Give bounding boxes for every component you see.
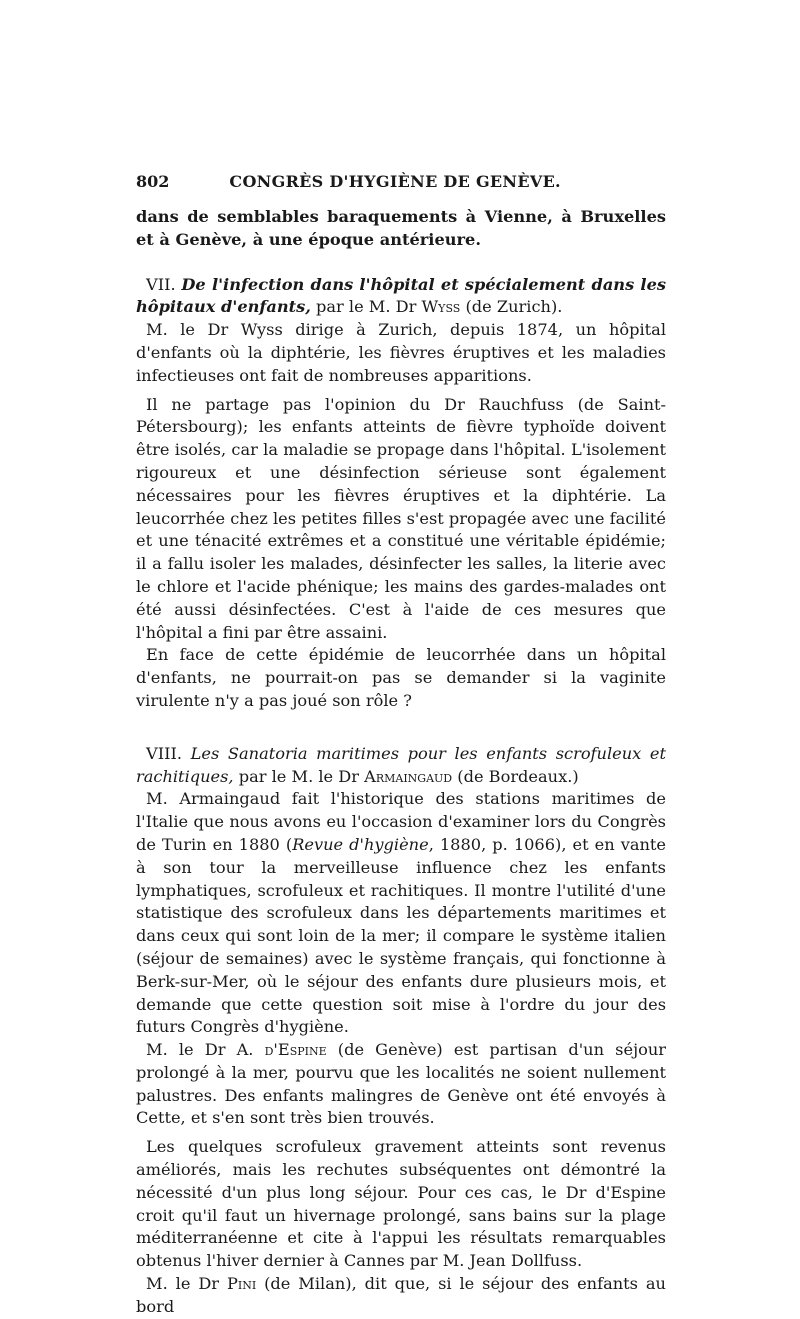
journal-title: Revue d'hygiène <box>292 834 429 854</box>
section-heading-vii <box>136 274 666 320</box>
section-byline: par le M. Dr <box>310 297 422 317</box>
section-place: (de Zurich). <box>460 297 563 317</box>
paragraph-text: , 1880, p. 1066), et en vante à son tour la merveilleuse influence chez les enfants lymphatiques, scrofuleux et rachitiques. Il montre l'utilité d'une statistique des scrofuleux dans les départements maritimes et dans ceux qui sont loin de la mer; il compare le système italien (séjour de semaines) avec le système français, qui fonctionne à Berk-sur-Mer, où le séjour des enfants dure plusieurs mois, et demande que cette question soit mise à l'ordre du jour des futurs Congrès d'hygiène. <box>136 834 667 1037</box>
paragraph <box>136 1039 666 1130</box>
paragraph-text: dans de semblables baraquements à Vienne, à Bruxelles et à Genève, à une époque antérieure. <box>136 207 666 249</box>
section-number: VII. <box>146 274 176 294</box>
running-head <box>136 172 666 206</box>
paragraph-text: (de Milan), dit que, si le séjour des enfants au bord <box>136 1274 666 1316</box>
section-title: De l'infection dans l'hôpital et spécialement dans les hôpitaux d'enfants, <box>136 274 666 317</box>
paragraph <box>136 1273 666 1319</box>
paragraph: Les quelques scrofuleux gravement atteints sont revenus améliorés, mais les rechutes subséquentes ont démontré la nécessité d'un plus long séjour. Pour ces cas, le Dr d'Espine croit qu'il faut un hivernage prolongé, sans bains sur la plage méditerranéenne et cite à l'appui les résultats remarquables obtenus l'hiver dernier à Cannes par M. Jean Dollfuss. <box>136 1137 666 1271</box>
section-author: Armaingaud <box>364 766 453 786</box>
section-author: Wyss <box>421 297 461 317</box>
running-head-title: CONGRÈS D'HYGIÈNE DE GENÈVE. <box>229 172 561 191</box>
person-name: d'Espine <box>264 1040 327 1060</box>
paragraph: M. le Dr Wyss dirige à Zurich, depuis 1874, un hôpital d'enfants où la diphtérie, les fièvres éruptives et les maladies infectieuses ont fait de nombreuses apparitions. <box>136 320 666 385</box>
paragraph-text: M. le Dr <box>146 1274 227 1294</box>
paragraph: En face de cette épidémie de leucorrhée dans un hôpital d'enfants, ne pourrait-on pas se demander si la vaginite virulente n'y a pas joué son rôle ? <box>136 645 666 710</box>
section-number: VIII. <box>146 743 183 763</box>
paragraph-text: (de Genève) est partisan d'un séjour prolongé à la mer, pourvu que les localités ne soient nullement palustres. Des enfants malingres de Genève ont été envoyés à Cette, et s'en sont très bien trouvés. <box>136 1040 666 1128</box>
person-name: Pini <box>226 1274 257 1294</box>
section-title: Les Sanatoria maritimes pour les enfants scrofuleux et rachitiques, <box>136 743 666 786</box>
section-place: (de Bordeaux.) <box>452 766 579 786</box>
book-page <box>136 172 666 1319</box>
section-byline: par le M. le Dr <box>233 766 365 786</box>
paragraph <box>136 788 666 1039</box>
section-heading-viii <box>136 743 666 789</box>
paragraph: Il ne partage pas l'opinion du Dr Rauchfuss (de Saint-Pétersbourg); les enfants atteints de fièvre typhoïde doivent être isolés, car la maladie se propage dans l'hôpital. L'isolement rigoureux et une désinfection sérieuse sont également nécessaires pour les fièvres éruptives et la diphtérie. La leucorrhée chez les petites filles s'est propagée avec une facilité et une ténacité extrêmes et a constitué une véritable épidémie; il a fallu isoler les malades, désinfecter les salles, la literie avec le chlore et l'acide phénique; les mains des gardes-malades ont été aussi désinfectées. C'est à l'aide de ces mesures que l'hôpital a fini par être assaini. <box>136 394 666 642</box>
page-number: 802 <box>136 172 170 191</box>
paragraph-text: M. Armaingaud fait l'historique des stations maritimes de l'Italie que nous avons eu l'occasion d'examiner lors du Congrès de Turin en 1880 ( <box>136 789 666 854</box>
continued-paragraph <box>136 206 666 252</box>
paragraph-text: M. le Dr A. <box>146 1040 265 1060</box>
